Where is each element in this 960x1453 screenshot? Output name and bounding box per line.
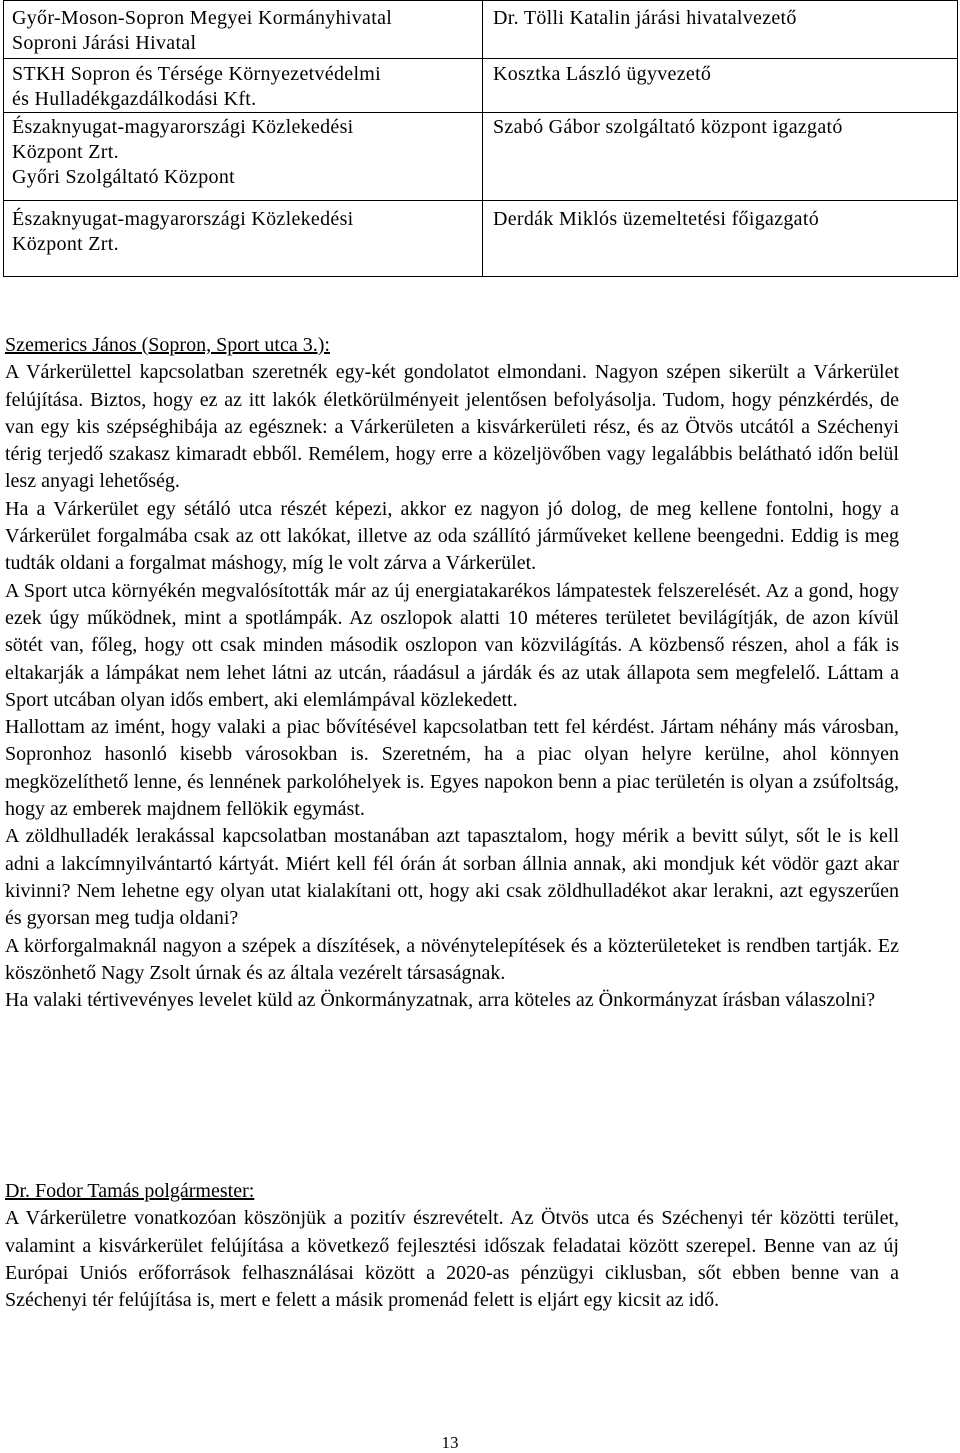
org-name-line: Soproni Járási Hivatal bbox=[12, 32, 197, 54]
speaker-name: Dr. Fodor Tamás polgármester: bbox=[5, 1180, 255, 1202]
table-row bbox=[4, 113, 958, 201]
official-name: Derdák Miklós üzemeltetési főigazgató bbox=[493, 208, 819, 230]
org-name-line: Győr-Moson-Sopron Megyei Kormányhivatal bbox=[12, 7, 393, 29]
speech-fodor bbox=[5, 1178, 899, 1314]
official-cell bbox=[483, 1, 958, 59]
org-name-line: Központ Zrt. bbox=[12, 233, 119, 255]
official-name: Szabó Gábor szolgáltató központ igazgató bbox=[493, 116, 843, 138]
speech-paragraph: A Várkerületre vonatkozóan köszönjük a pozitív észrevételt. Az Ötvös utca és Széchenyi tér közötti terület, valamint a kisvárkerület felújítása a következő fejlesztési időszak feladatai között szerepel. Benne van az új Európai Uniós erőforrások felhasználásai között a 2020-as pénzügyi ciklusban, sőt ebben benne van a Széchenyi tér felújítása is, mert e felett a másik promenád felett is eljárt egy kicsit az idő. bbox=[5, 1207, 899, 1312]
org-name-line: és Hulladékgazdálkodási Kft. bbox=[12, 88, 257, 110]
speech-paragraph: A Várkerülettel kapcsolatban szeretnék egy-két gondolatot elmondani. Nagyon szépen sikerült a Várkerület felújítása. Biztos, hogy ez az itt lakók életkörülményeit jelentősen befolyásolja. Tudom, hogy pénzkérdés, de van egy kis szépséghibája az egésznek: a Várkerületen a kisvárkerületi rész, és az Ötvös utcától a Széchenyi térig terjedő szakasz kimaradt ebből. Remélem, hogy erre a közeljövőben vagy legalábbis belátható időn belül lesz anyagi lehetőség. bbox=[5, 361, 899, 493]
table-row bbox=[4, 1, 958, 59]
table-row bbox=[4, 59, 958, 113]
speech-szemerics bbox=[5, 332, 899, 1014]
table-row bbox=[4, 201, 958, 277]
page-number: 13 bbox=[441, 1433, 459, 1452]
officials-table bbox=[3, 0, 958, 277]
org-cell bbox=[4, 113, 483, 201]
org-name-line: Északnyugat-magyarországi Közlekedési bbox=[12, 208, 354, 230]
speech-paragraph: Ha valaki tértivevényes levelet küld az Önkormányzatnak, arra köteles az Önkormányzat írásban válaszolni? bbox=[5, 989, 876, 1012]
org-name-line: STKH Sopron és Térsége Környezetvédelmi bbox=[12, 63, 382, 85]
org-name-line: Győri Szolgáltató Központ bbox=[12, 166, 236, 188]
official-cell bbox=[483, 113, 958, 201]
official-cell bbox=[483, 59, 958, 113]
speech-paragraph: A Sport utca környékén megvalósították már az új energiatakarékos lámpatestek felszerelését. Az a gond, hogy ezek úgy működnek, mint a spotlámpák. Az oszlopok alatti 10 méteres területet bevilágítják, de azon kívül sötét van, főleg, hogy ott csak minden második oszlopon van közvilágítás. A közbenső részen, ahol a fák is eltakarják a lámpákat nem lehet látni az utcán, ráadásul a járdák és az utak állapota sem megfelelő. Láttam a Sport utcában olyan idős embert, aki elemlámpával közlekedett. bbox=[5, 579, 899, 711]
official-name: Kosztka László ügyvezető bbox=[493, 63, 712, 85]
official-cell bbox=[483, 201, 958, 277]
speech-paragraph: A zöldhulladék lerakással kapcsolatban mostanában azt tapasztalom, hogy mérik a bevitt súlyt, sőt le is kell adni a lakcímnyilvántartó kártyát. Miért kell fél órán át sorban állnia annak, aki mondjuk két vödör gazt akar kivinni? Nem lehetne egy olyan utat kialakítani ott, hogy aki csak zöldhulladékot akar lerakni, azt egyszerűen és gyorsan meg tudja oldani? bbox=[5, 825, 899, 930]
org-name-line: Központ Zrt. bbox=[12, 141, 119, 163]
official-name: Dr. Tölli Katalin járási hivatalvezető bbox=[493, 7, 797, 29]
org-cell bbox=[4, 201, 483, 277]
speech-paragraph: Hallottam az imént, hogy valaki a piac bővítésével kapcsolatban tett fel kérdést. Jártam néhány más városban, Sopronhoz hasonló kisebb városokban is. Szeretném, ha a piac olyan helyre kerülne, ahol könnyen megközelíthető lenne, és lennének parkolóhelyek is. Egyes napokon benn a piac területén is olyan a zsúfoltság, hogy az emberek majdnem fellökik egymást. bbox=[5, 716, 899, 821]
org-name-line: Északnyugat-magyarországi Közlekedési bbox=[12, 116, 354, 138]
org-cell bbox=[4, 59, 483, 113]
speech-paragraph: Ha a Várkerület egy sétáló utca részét képezi, akkor ez nagyon jó dolog, de meg kellene fontolni, hogy a Várkerület forgalmába csak az ott lakókat, illetve az oda szállító járműveket kellene beengedni. Eddig is meg tudták oldani a forgalmat máshogy, míg le volt zárva a Várkerület. bbox=[5, 497, 899, 575]
speech-paragraph: A körforgalmaknál nagyon a szépek a díszítések, a növénytelepítések és a közterületeket is rendben tartják. Ez köszönhető Nagy Zsolt úrnak és az általa vezérelt társaságnak. bbox=[5, 934, 899, 984]
org-cell bbox=[4, 1, 483, 59]
speaker-name: Szemerics János (Sopron, Sport utca 3.): bbox=[5, 334, 330, 356]
